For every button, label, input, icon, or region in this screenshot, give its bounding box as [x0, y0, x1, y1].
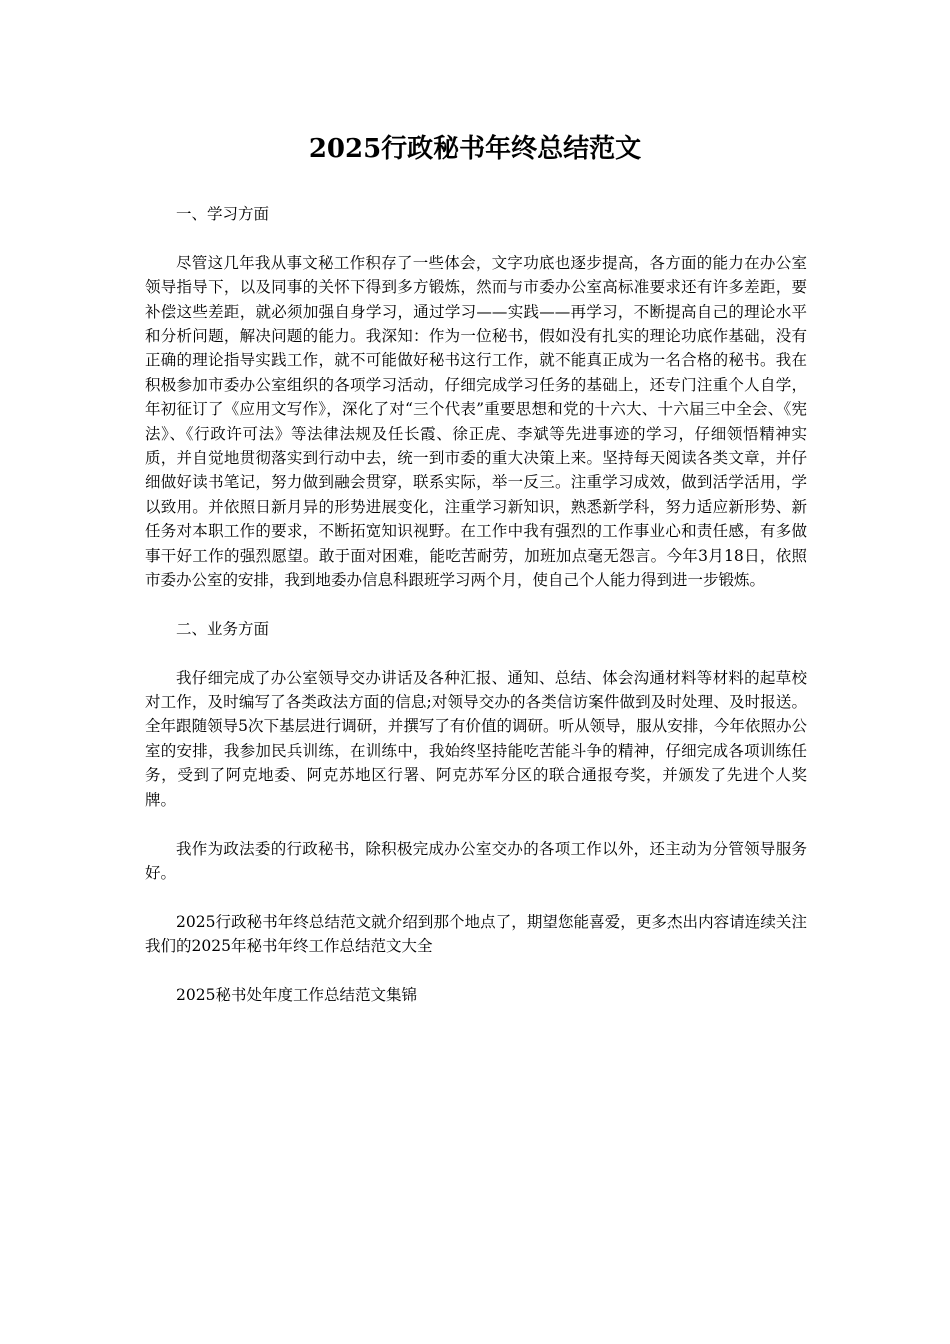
- paragraph-spacer: [145, 592, 807, 616]
- section-heading-business: 二、业务方面: [176, 619, 270, 638]
- paragraph-closing: 2025行政秘书年终总结范文就介绍到那个地点了，期望您能喜爱，更多杰出内容请连续关注我们的2025年秘书年终工作总结范文大全: [145, 912, 807, 956]
- paragraph-spacer: [145, 226, 807, 250]
- paragraph-related-title: 2025秘书处年度工作总结范文集锦: [176, 985, 417, 1004]
- paragraph-spacer: [145, 885, 807, 909]
- section-heading-study: 一、学习方面: [176, 205, 270, 223]
- paragraph-study: 尽管这几年我从事文秘工作积存了一些体会，文字功底也逐步提高，各方面的能力在办公室领导指导下，以及同事的关怀下得到多方锻炼，然而与市委办公室高标准要求还有许多差距，要补偿这些差距，就必须加强自身学习，通过学习——实践——再学习，不断提高自己的理论水平和分析问题，解决问题的能力。我深知：作为一位秘书，假如没有扎实的理论功底作基础，没有正确的理论指导实践工作，就不可能做好秘书这行工作，就不能真正成为一名合格的秘书。我在积极参加市委办公室组织的各项学习活动，仔细完成学习任务的基础上，还专门注重个人自学，年初征订了《应用文写作》，深化了对“三个代表”重要思想和党的十六大、十六届三中全会、《宪法》、《行政许可法》等法律法规及任长霞、徐正虎、李斌等先进事迹的学习，仔细领悟精神实质，并自觉地贯彻落实到行动中去，统一到市委的重大决策上来。坚持每天阅读各类文章，并仔细做好读书笔记，努力做到融会贯穿，联系实际，举一反三。注重学习成效，做到活学活用，学以致用。并依照日新月异的形势进展变化，注重学习新知识，熟悉新学科，努力适应新形势、新任务对本职工作的要求，不断拓宽知识视野。在工作中我有强烈的工作事业心和责任感，有多做事干好工作的强烈愿望。敢于面对困难，能吃苦耐劳，加班加点毫无怨言。今年3月18日，依照市委办公室的安排，我到地委办信息科跟班学习两个月，使自己个人能力得到进一步锻炼。: [145, 253, 807, 590]
- paragraph-service: 我作为政法委的行政秘书，除积极完成办公室交办的各项工作以外，还主动为分管领导服务好。: [145, 839, 807, 882]
- paragraph-spacer: [145, 641, 807, 665]
- paragraph-business: 我仔细完成了办公室领导交办讲话及各种汇报、通知、总结、体会沟通材料等材料的起草校对工作，及时编写了各类政法方面的信息;对领导交办的各类信访案件做到及时处理、及时报送。全年跟随领导5次下基层进行调研，并撰写了有价值的调研。听从领导，服从安排，今年依照办公室的安排，我参加民兵训练，在训练中，我始终坚持能吃苦能斗争的精神，仔细完成各项训练任务，受到了阿克地委、阿克苏地区行署、阿克苏军分区的联合通报夸奖，并颁发了先进个人奖牌。: [145, 668, 807, 809]
- document-body: [145, 202, 807, 1007]
- paragraph-spacer: [145, 959, 807, 983]
- document-title: 2025行政秘书年终总结范文: [308, 134, 642, 164]
- paragraph-spacer: [145, 812, 807, 836]
